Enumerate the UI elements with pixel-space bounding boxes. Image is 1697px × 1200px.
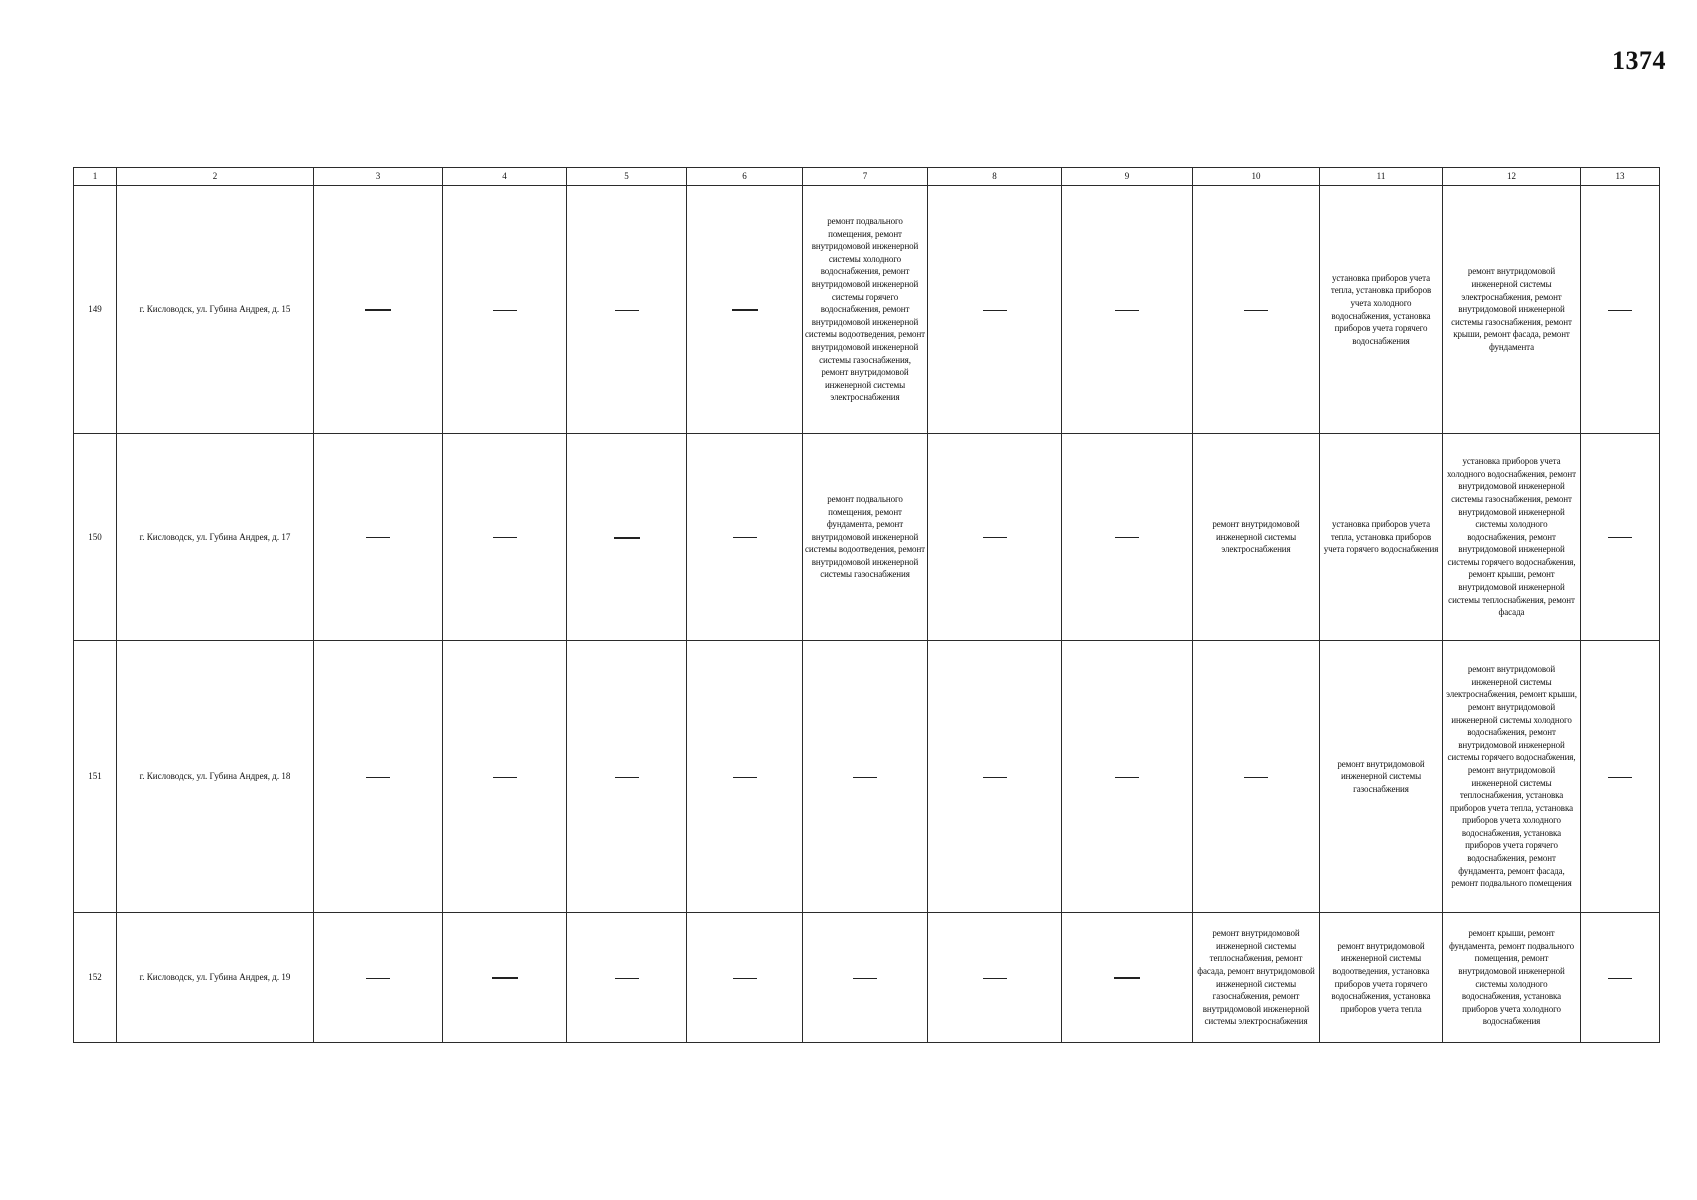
work-list-cell: установка приборов учета тепла, установка приборов учета горячего водоснабжения [1320, 434, 1443, 641]
empty-cell [803, 641, 928, 913]
dash-mark [733, 537, 757, 538]
row-number: 149 [74, 186, 117, 434]
work-list-cell: ремонт внутридомовой инженерной системы водоотведения, установка приборов учета горячего водоснабжения, установка приборов учета тепла [1320, 913, 1443, 1043]
empty-cell [1581, 913, 1660, 1043]
column-header: 1 [74, 168, 117, 186]
empty-cell [567, 434, 687, 641]
empty-cell [443, 913, 567, 1043]
dash-mark [615, 978, 639, 979]
empty-cell [567, 913, 687, 1043]
address-cell: г. Кисловодск, ул. Губина Андрея, д. 18 [117, 641, 314, 913]
dash-mark [615, 777, 639, 778]
work-list-cell: ремонт внутридомовой инженерной системы газоснабжения [1320, 641, 1443, 913]
column-header: 8 [928, 168, 1062, 186]
empty-cell [687, 913, 803, 1043]
work-list-cell: ремонт крыши, ремонт фундамента, ремонт подвального помещения, ремонт внутридомовой инженерной системы холодного водоснабжения, установка приборов учета холодного водоснабжения [1443, 913, 1581, 1043]
work-list-cell: ремонт внутридомовой инженерной системы электроснабжения, ремонт внутридомовой инженерной системы газоснабжения, ремонт крыши, ремонт фасада, ремонт фундамента [1443, 186, 1581, 434]
work-list-cell: ремонт внутридомовой инженерной системы электроснабжения [1193, 434, 1320, 641]
dash-mark [1608, 777, 1632, 778]
work-list-cell: установка приборов учета холодного водоснабжения, ремонт внутридомовой инженерной системы газоснабжения, ремонт внутридомовой инженерной системы холодного водоснабжения, ремонт внутридомовой инженерной системы горячего водоснабжения, ремонт крыши, ремонт внутридомовой инженерной системы теплоснабжения, ремонт фасада [1443, 434, 1581, 641]
column-header: 2 [117, 168, 314, 186]
dash-mark [1114, 977, 1140, 979]
table-row [74, 913, 1660, 1043]
column-header: 13 [1581, 168, 1660, 186]
dash-mark [1608, 310, 1632, 311]
empty-cell [314, 641, 443, 913]
dash-mark [492, 977, 518, 979]
dash-mark [493, 777, 517, 778]
dash-mark [365, 309, 391, 311]
table-row [74, 434, 1660, 641]
work-list-cell: ремонт внутридомовой инженерной системы теплоснабжения, ремонт фасада, ремонт внутридомовой инженерной системы газоснабжения, ремонт внутридомовой инженерной системы электроснабжения [1193, 913, 1320, 1043]
dash-mark [733, 978, 757, 979]
column-header: 12 [1443, 168, 1581, 186]
dash-mark [493, 310, 517, 311]
empty-cell [443, 186, 567, 434]
empty-cell [1581, 434, 1660, 641]
empty-cell [567, 186, 687, 434]
empty-cell [1581, 186, 1660, 434]
table-row [74, 641, 1660, 913]
empty-cell [687, 186, 803, 434]
column-header: 5 [567, 168, 687, 186]
empty-cell [1062, 913, 1193, 1043]
dash-mark [732, 309, 758, 311]
column-header: 6 [687, 168, 803, 186]
column-header: 9 [1062, 168, 1193, 186]
empty-cell [803, 913, 928, 1043]
empty-cell [687, 434, 803, 641]
empty-cell [928, 913, 1062, 1043]
dash-mark [493, 537, 517, 538]
column-number-row [74, 168, 1660, 186]
empty-cell [928, 434, 1062, 641]
empty-cell [443, 641, 567, 913]
column-header: 11 [1320, 168, 1443, 186]
empty-cell [1062, 641, 1193, 913]
dash-mark [1608, 537, 1632, 538]
empty-cell [1062, 434, 1193, 641]
row-number: 152 [74, 913, 117, 1043]
empty-cell [928, 186, 1062, 434]
empty-cell [314, 434, 443, 641]
dash-mark [983, 978, 1007, 979]
dash-mark [1244, 777, 1268, 778]
dash-mark [853, 777, 877, 778]
dash-mark [366, 978, 390, 979]
capital-repair-table [73, 167, 1660, 1043]
work-list-cell: ремонт подвального помещения, ремонт внутридомовой инженерной системы холодного водоснабжения, ремонт внутридомовой инженерной системы горячего водоснабжения, ремонт внутридомовой инженерной системы водоотведения, ремонт внутридомовой инженерной системы газоснабжения, ремонт внутридомовой инженерной системы электроснабжения [803, 186, 928, 434]
column-header: 4 [443, 168, 567, 186]
row-number: 150 [74, 434, 117, 641]
dash-mark [853, 978, 877, 979]
empty-cell [567, 641, 687, 913]
empty-cell [687, 641, 803, 913]
empty-cell [443, 434, 567, 641]
empty-cell [1062, 186, 1193, 434]
row-number: 151 [74, 641, 117, 913]
page-number: 1374 [1612, 46, 1666, 75]
dash-mark [614, 537, 640, 539]
dash-mark [615, 310, 639, 311]
dash-mark [1115, 777, 1139, 778]
dash-mark [1608, 978, 1632, 979]
dash-mark [983, 537, 1007, 538]
address-cell: г. Кисловодск, ул. Губина Андрея, д. 15 [117, 186, 314, 434]
work-list-cell: ремонт подвального помещения, ремонт фундамента, ремонт внутридомовой инженерной системы водоотведения, ремонт внутридомовой инженерной системы газоснабжения [803, 434, 928, 641]
address-cell: г. Кисловодск, ул. Губина Андрея, д. 19 [117, 913, 314, 1043]
dash-mark [1244, 310, 1268, 311]
dash-mark [733, 777, 757, 778]
column-header: 3 [314, 168, 443, 186]
empty-cell [314, 186, 443, 434]
dash-mark [1115, 537, 1139, 538]
column-header: 7 [803, 168, 928, 186]
empty-cell [1581, 641, 1660, 913]
dash-mark [1115, 310, 1139, 311]
work-list-cell: установка приборов учета тепла, установка приборов учета холодного водоснабжения, установка приборов учета горячего водоснабжения [1320, 186, 1443, 434]
dash-mark [366, 777, 390, 778]
work-list-cell: ремонт внутридомовой инженерной системы электроснабжения, ремонт крыши, ремонт внутридомовой инженерной системы холодного водоснабжения, ремонт внутридомовой инженерной системы горячего водоснабжения, ремонт внутридомовой инженерной системы теплоснабжения, установка приборов учета тепла, установка приборов учета холодного водоснабжения, установка приборов учета горячего водоснабжения, ремонт фундамента, ремонт фасада, ремонт подвального помещения [1443, 641, 1581, 913]
empty-cell [1193, 186, 1320, 434]
empty-cell [1193, 641, 1320, 913]
table-row [74, 186, 1660, 434]
column-header: 10 [1193, 168, 1320, 186]
empty-cell [928, 641, 1062, 913]
dash-mark [983, 777, 1007, 778]
dash-mark [983, 310, 1007, 311]
address-cell: г. Кисловодск, ул. Губина Андрея, д. 17 [117, 434, 314, 641]
dash-mark [366, 537, 390, 538]
empty-cell [314, 913, 443, 1043]
